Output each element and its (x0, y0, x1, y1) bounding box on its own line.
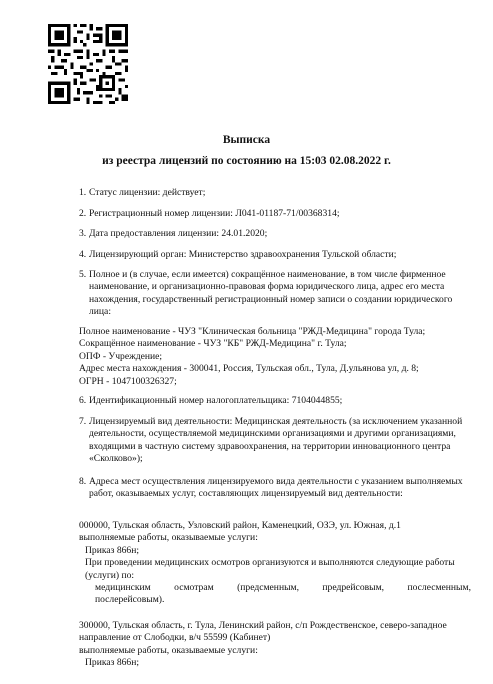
item-number: 4. (79, 249, 87, 260)
location-entry (79, 520, 471, 607)
list-item (79, 395, 471, 407)
services-row (79, 582, 471, 594)
service-word: медицинским (95, 582, 151, 594)
item-text: Идентификационный номер налогоплательщика: 7104044855; (89, 395, 343, 406)
organization-details (79, 326, 471, 388)
org-ogrn: ОГРН - 1047100326327; (79, 375, 177, 387)
order-reference: Приказ 866н; (85, 544, 140, 556)
location-address: 000000, Тульская область, Узловский район, Каменецкий, ОЗЭ, ул. Южная, д.1 (79, 520, 401, 531)
org-address: Адрес места нахождения - 300041, Россия, Тульская обл., Тула, Д.ульянова ул, д. 8; (79, 363, 419, 375)
service-word: послесменным, (407, 582, 471, 594)
item-number: 7. (79, 416, 87, 427)
location-entry (79, 620, 471, 670)
list-item (79, 476, 471, 501)
services-tail: послерейсовым). (95, 594, 165, 606)
item-number: 8. (79, 476, 87, 487)
item-text: Статус лицензии: действует; (89, 187, 206, 198)
item-text: Лицензирующий орган: Министерство здравоохранения Тульской области; (89, 249, 397, 260)
item-number: 1. (79, 187, 87, 198)
item-number: 3. (79, 228, 87, 239)
works-label: выполняемые работы, оказываемые услуги: (79, 644, 258, 656)
location-address: 300000, Тульская область, г. Тула, Ленинский район, с/п Рождественское, северо-западное направление от Слободки, в/ч 55599 (Кабинет) (79, 620, 447, 644)
works-label: выполняемые работы, оказываемые услуги: (79, 532, 258, 544)
inspection-note: При проведении медицинских осмотров организуются и выполняются следующие работы (услуги) по: (85, 557, 455, 581)
service-word: осмотрам (174, 582, 214, 594)
service-word: предрейсовым, (322, 582, 385, 594)
item-number: 5. (79, 269, 87, 280)
list-item (79, 416, 471, 466)
list-item (79, 187, 471, 199)
item-text: Лицензируемый вид деятельности: Медицинская деятельность (за исключением указанной деятельности, осуществляемой медицинскими организациями и другими организациями, входящими в частную систему здравоохранения, на территории инновационного центра «Сколково»); (89, 416, 463, 465)
document-subtitle: из реестра лицензий по состоянию на 15:03 02.08.2022 г. (102, 155, 391, 167)
order-reference: Приказ 866н; (85, 657, 140, 669)
org-full-name: Полное наименование - ЧУЗ "Клиническая больница "РЖД-Медицина" города Тула; (79, 326, 426, 337)
list-item (79, 208, 471, 220)
item-text: Дата предоставления лицензии: 24.01.2020; (89, 228, 268, 239)
item-text: Полное и (в случае, если имеется) сокращённое наименование, в том числе фирменное наименование, и организационно-правовая форма юридического лица, адрес его места нахождения, государственный регистрационный номер записи о создании юридического лица: (89, 269, 453, 318)
org-opf: ОПФ - Учреждение; (79, 350, 163, 362)
list-item (79, 249, 471, 261)
item-number: 6. (79, 395, 87, 406)
document-title: Выписка (222, 134, 271, 146)
list-item (79, 269, 471, 319)
org-short-name: Сокращённое наименование - ЧУЗ "КБ" РЖД-Медицина" г. Тула; (79, 338, 347, 350)
item-text: Регистрационный номер лицензии: Л041-01187-71/00368314; (89, 208, 340, 219)
qr-code (48, 24, 128, 104)
item-number: 2. (79, 208, 87, 219)
service-word: (предсменным, (237, 582, 299, 594)
item-text: Адреса мест осуществления лицензируемого вида деятельности с указанием выполняемых работ, оказываемых услуг, составляющих лицензируемый вид деятельности: (89, 476, 463, 500)
list-item (79, 228, 471, 240)
